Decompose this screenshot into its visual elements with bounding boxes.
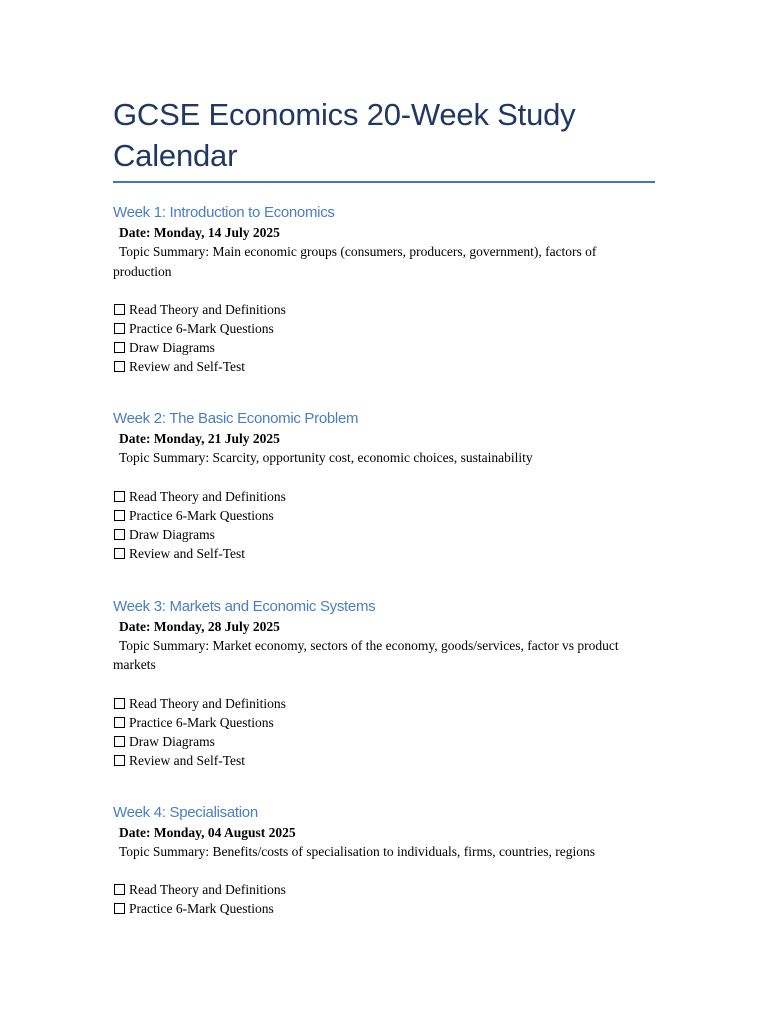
task-item[interactable] xyxy=(113,694,655,713)
task-item[interactable] xyxy=(113,732,655,751)
week-section-1 xyxy=(113,203,655,376)
checkbox-icon[interactable] xyxy=(114,736,125,747)
checkbox-icon[interactable] xyxy=(114,342,125,353)
topic-summary: Topic Summary: Market economy, sectors of the economy, goods/services, factor vs product markets xyxy=(113,637,619,672)
document-page xyxy=(113,0,655,918)
task-label: Practice 6-Mark Questions xyxy=(129,321,274,336)
week-heading: Week 2: The Basic Economic Problem xyxy=(113,410,359,427)
topic-summary: Topic Summary: Scarcity, opportunity cost, economic choices, sustainability xyxy=(119,450,533,465)
task-label: Read Theory and Definitions xyxy=(129,695,286,711)
checkbox-icon[interactable] xyxy=(114,903,125,914)
week-heading: Week 3: Markets and Economic Systems xyxy=(113,597,376,615)
task-label: Draw Diagrams xyxy=(129,526,215,542)
task-label: Draw Diagrams xyxy=(129,733,215,749)
title-divider xyxy=(113,181,655,183)
task-checklist xyxy=(113,300,655,376)
week-section-4 xyxy=(113,803,655,919)
week-heading: Week 1: Introduction to Economics xyxy=(113,204,335,221)
checkbox-icon[interactable] xyxy=(114,529,125,540)
task-item[interactable] xyxy=(113,880,655,899)
checkbox-icon[interactable] xyxy=(114,361,125,372)
week-date: Date: Monday, 21 July 2025 xyxy=(119,431,280,446)
topic-summary: Topic Summary: Main economic groups (consumers, producers, government), factors of production xyxy=(113,244,597,279)
task-item[interactable] xyxy=(113,899,655,918)
checkbox-icon[interactable] xyxy=(114,323,125,334)
checkbox-icon[interactable] xyxy=(114,717,125,728)
task-checklist xyxy=(113,880,655,918)
task-item[interactable] xyxy=(113,300,655,319)
week-date: Date: Monday, 04 August 2025 xyxy=(119,824,296,840)
task-item[interactable] xyxy=(113,525,655,544)
checkbox-icon[interactable] xyxy=(114,755,125,766)
week-date: Date: Monday, 28 July 2025 xyxy=(119,618,280,634)
task-label: Read Theory and Definitions xyxy=(129,302,286,317)
task-label: Review and Self-Test xyxy=(129,359,246,374)
task-item[interactable] xyxy=(113,751,655,770)
task-item[interactable] xyxy=(113,319,655,338)
task-item[interactable] xyxy=(113,506,655,525)
task-label: Practice 6-Mark Questions xyxy=(129,714,274,730)
topic-summary: Topic Summary: Benefits/costs of specialisation to individuals, firms, countries, regions xyxy=(119,843,595,859)
task-label: Practice 6-Mark Questions xyxy=(129,507,274,523)
task-item[interactable] xyxy=(113,487,655,506)
document-title: GCSE Economics 20-Week Study Calendar xyxy=(113,97,576,173)
week-heading: Week 4: Specialisation xyxy=(113,803,258,821)
task-label: Read Theory and Definitions xyxy=(129,488,286,504)
checkbox-icon[interactable] xyxy=(114,510,125,521)
checkbox-icon[interactable] xyxy=(114,491,125,502)
week-section-2 xyxy=(113,409,655,563)
task-checklist xyxy=(113,487,655,563)
task-label: Review and Self-Test xyxy=(129,545,246,561)
checkbox-icon[interactable] xyxy=(114,884,125,895)
task-item[interactable] xyxy=(113,338,655,357)
task-label: Draw Diagrams xyxy=(129,340,215,355)
week-section-3 xyxy=(113,597,655,770)
task-item[interactable] xyxy=(113,357,655,376)
week-date: Date: Monday, 14 July 2025 xyxy=(119,225,280,240)
task-checklist xyxy=(113,694,655,770)
checkbox-icon[interactable] xyxy=(114,548,125,559)
task-item[interactable] xyxy=(113,713,655,732)
task-label: Practice 6-Mark Questions xyxy=(129,901,274,916)
task-label: Read Theory and Definitions xyxy=(129,882,286,897)
checkbox-icon[interactable] xyxy=(114,304,125,315)
checkbox-icon[interactable] xyxy=(114,698,125,709)
task-item[interactable] xyxy=(113,544,655,563)
task-label: Review and Self-Test xyxy=(129,752,246,768)
